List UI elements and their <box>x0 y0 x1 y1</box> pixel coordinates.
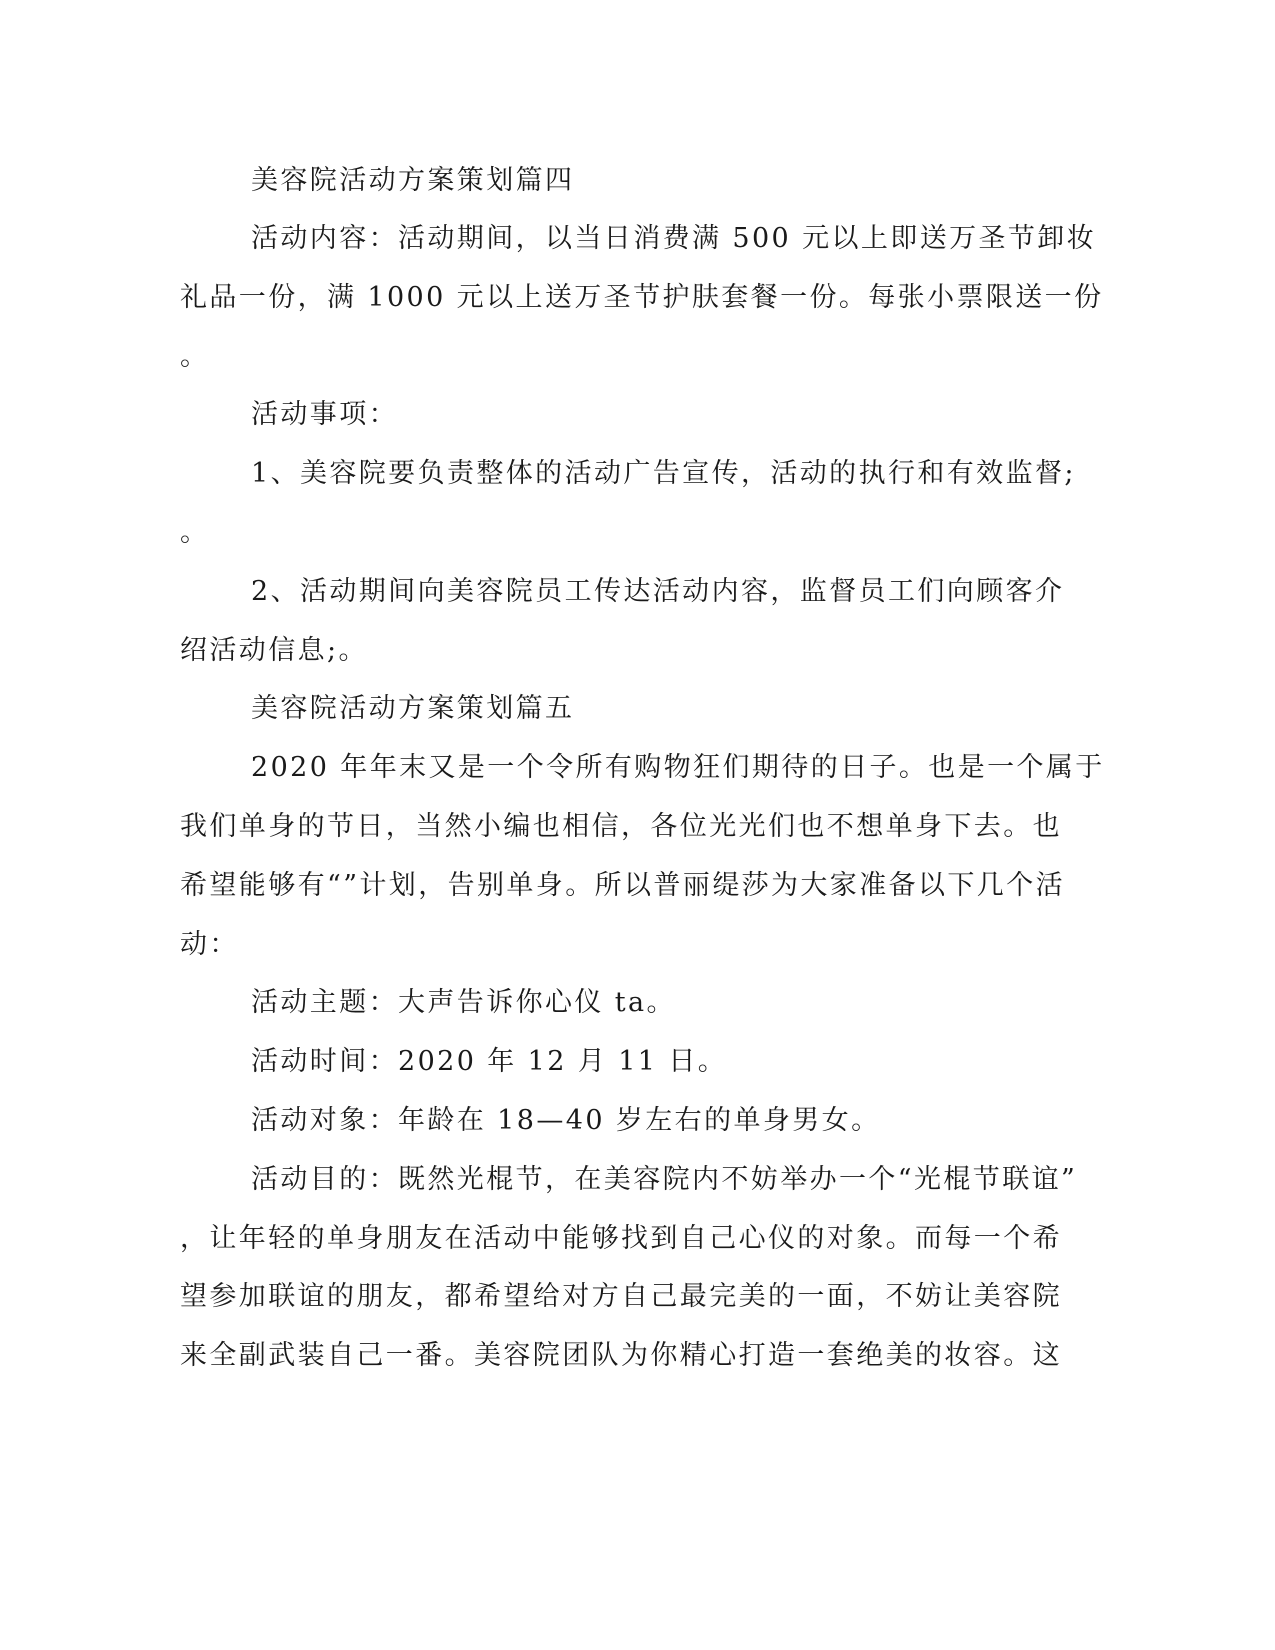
paragraph-line: 希望能够有“”计划，告别单身。所以普丽缇莎为大家准备以下几个活 <box>180 870 1066 901</box>
section-heading: 美容院活动方案策划篇五 <box>251 693 575 724</box>
paragraph-line: 活动主题：大声告诉你心仪 ta。 <box>251 987 676 1018</box>
paragraph-line: 绍活动信息;。 <box>180 635 368 666</box>
paragraph-line: 。 <box>180 517 210 548</box>
paragraph-line: 望参加联谊的朋友，都希望给对方自己最完美的一面，不妨让美容院 <box>180 1281 1062 1312</box>
list-item: 1、美容院要负责整体的活动广告宣传，活动的执行和有效监督; <box>251 458 1076 489</box>
list-item: 2、活动期间向美容院员工传达活动内容，监督员工们向顾客介 <box>251 576 1065 607</box>
paragraph-line: 活动对象：年龄在 18—40 岁左右的单身男女。 <box>251 1105 881 1136</box>
paragraph-line: 2020 年年末又是一个令所有购物狂们期待的日子。也是一个属于 <box>251 752 1105 783</box>
paragraph-line: 活动时间：2020 年 12 月 11 日。 <box>251 1046 728 1077</box>
paragraph-line: ，让年轻的单身朋友在活动中能够找到自己心仪的对象。而每一个希 <box>180 1223 1062 1254</box>
paragraph-line: 我们单身的节日，当然小编也相信，各位光光们也不想单身下去。也 <box>180 811 1062 842</box>
paragraph-line: 礼品一份，满 1000 元以上送万圣节护肤套餐一份。每张小票限送一份 <box>180 282 1104 313</box>
paragraph-line: 动： <box>180 929 239 960</box>
paragraph-line: 活动目的：既然光棍节，在美容院内不妨举办一个“光棍节联谊” <box>251 1164 1078 1195</box>
paragraph-line: 活动内容：活动期间，以当日消费满 500 元以上即送万圣节卸妆 <box>251 223 1097 254</box>
paragraph-line: 。 <box>180 341 210 372</box>
paragraph-line: 活动事项： <box>251 399 398 430</box>
paragraph-line: 来全副武装自己一番。美容院团队为你精心打造一套绝美的妆容。这 <box>180 1340 1062 1371</box>
section-heading: 美容院活动方案策划篇四 <box>251 165 575 196</box>
